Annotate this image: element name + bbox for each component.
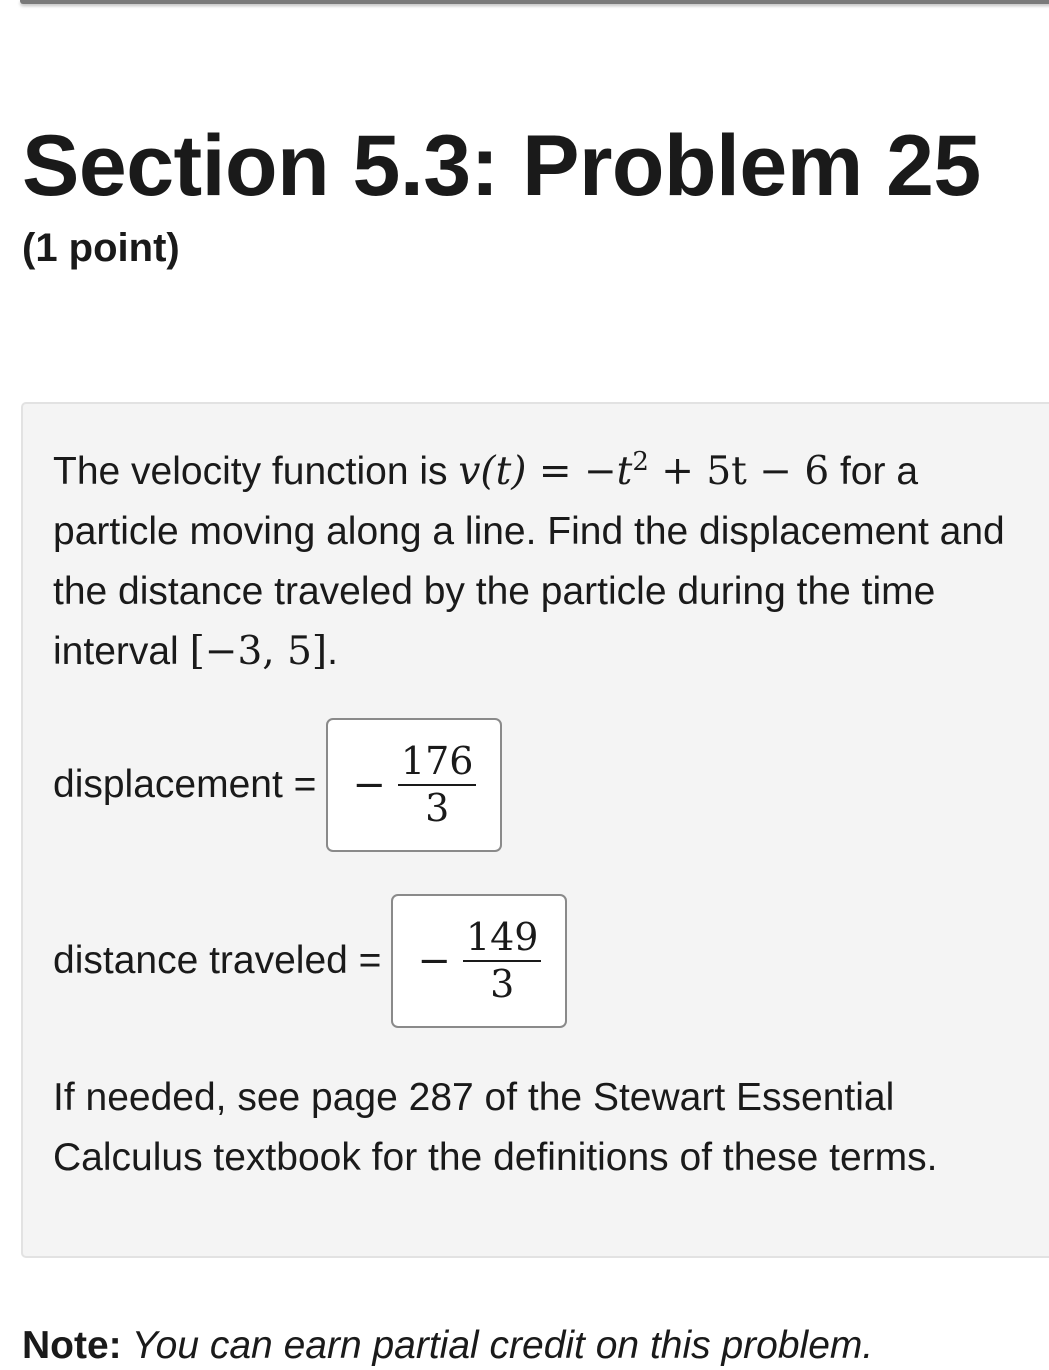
note-text: You can earn partial credit on this problem. — [121, 1324, 874, 1367]
partial-credit-note — [22, 1322, 873, 1370]
displacement-denominator: 3 — [425, 786, 450, 830]
problem-end: . — [327, 630, 338, 673]
distance-answer-box[interactable] — [391, 894, 567, 1028]
displacement-label: displacement = — [53, 763, 317, 806]
displacement-sign: − — [352, 762, 386, 808]
time-interval: [−3, 5] — [189, 629, 328, 674]
displacement-row — [53, 718, 502, 852]
velocity-rhs-b: + 5t − 6 — [648, 449, 830, 494]
point-value: (1 point) — [22, 226, 180, 270]
problem-statement — [53, 432, 1023, 682]
problem-intro: The velocity function is — [53, 450, 459, 493]
velocity-rhs-a: −t — [583, 449, 633, 494]
distance-fraction — [463, 916, 542, 1006]
displacement-fraction — [398, 740, 477, 830]
distance-row — [53, 894, 567, 1028]
displacement-answer-box[interactable] — [326, 718, 502, 852]
velocity-equals: = — [526, 449, 584, 494]
distance-denominator: 3 — [490, 962, 515, 1006]
problem-intro-cont: for a particle moving along a line. Find the displacement and the distance traveled by the particle during the time interval — [53, 450, 1005, 673]
distance-label: distance traveled = — [53, 939, 382, 982]
note-label: Note: — [22, 1324, 122, 1367]
page-title: Section 5.3: Problem 25 — [22, 118, 981, 214]
distance-numerator: 149 — [463, 916, 542, 962]
velocity-exponent: 2 — [632, 447, 649, 477]
problem-box — [21, 402, 1049, 1258]
hint-text: If needed, see page 287 of the Stewart Essential Calculus textbook for the definitions of these terms. — [53, 1076, 938, 1179]
displacement-numerator: 176 — [398, 740, 477, 786]
distance-sign: − — [417, 938, 451, 984]
top-bar — [20, 0, 1049, 4]
velocity-lhs: v(t) — [458, 449, 527, 494]
